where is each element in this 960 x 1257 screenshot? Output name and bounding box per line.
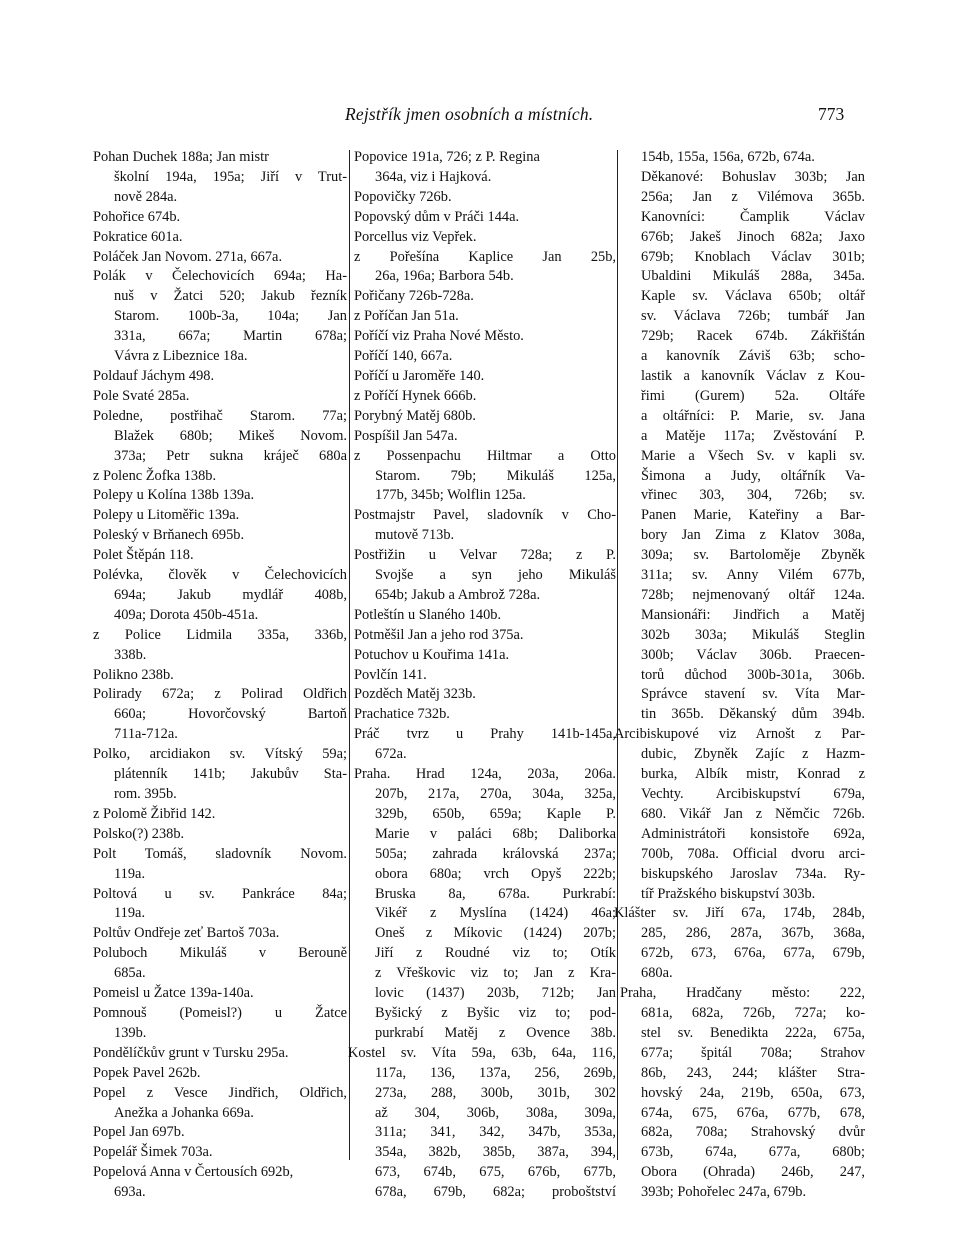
index-entry-line: Panen Marie, Kateřiny a Bar- — [641, 507, 865, 524]
index-entry-line: 680. Vikář Jan z Němčic 726b. — [641, 805, 865, 822]
index-entry-line: Anežka a Johanka 669a. — [114, 1104, 254, 1121]
index-entry-line: lastik a kanovník Václav z Kou- — [641, 367, 865, 384]
index-entry-line: Polet Štěpán 118. — [93, 547, 194, 564]
index-entry-line: 117a, 136, 137a, 256, 269b, — [375, 1064, 616, 1081]
index-entry-line: Jiří z Roudné viz to; Otík — [375, 945, 616, 962]
index-entry-line: dubic, Zbyněk Zajíc z Hazm- — [641, 746, 865, 763]
index-entry-line: 693a. — [114, 1184, 146, 1201]
index-entry-line: 273a, 288, 300b, 301b, 302 — [375, 1084, 616, 1101]
index-entry-line: Porcellus viz Vepřek. — [354, 228, 477, 245]
index-entry-line: Oneš z Míkovic (1424) 207b; — [375, 925, 616, 942]
index-entry-line: Svojše a syn jeho Mikuláš — [375, 567, 616, 584]
index-entry-line: 338b. — [114, 646, 147, 663]
index-entry-line: nuš v Žatci 520; Jakub řezník — [114, 288, 347, 305]
index-entry-line: purkrabí Matěj z Ovence 38b. — [375, 1024, 616, 1041]
index-entry-line: Popelová Anna v Čertousích 692b, — [93, 1164, 294, 1181]
index-entry-line: 676b; Jakeš Jinoch 682a; Jaxo — [641, 228, 865, 245]
index-entry-line: 681a, 682a, 726b, 727a; ko- — [641, 1004, 865, 1021]
index-entry-line: 139b. — [114, 1024, 147, 1041]
index-entry-line: Poříčí 140, 667a. — [354, 348, 453, 365]
index-entry-line: Vikéř z Myslína (1424) 46a; — [375, 905, 616, 922]
index-entry-line: 26a, 196a; Barbora 54b. — [375, 268, 514, 285]
index-entry-line: 409a; Dorota 450b-451a. — [114, 606, 259, 623]
index-entry-line: 302b 303a; Mikuláš Steglin — [641, 626, 865, 643]
index-entry-line: Poluboch Mikuláš v Berouně — [93, 945, 347, 962]
index-entry-line: Pohořice 674b. — [93, 208, 181, 225]
index-entry-line: Byšický z Byšic viz to; pod- — [375, 1004, 616, 1021]
index-entry-line: Popovice 191a, 726; z P. Regina — [354, 149, 540, 165]
index-entry-line: Pohan Duchek 188a; Jan mistr — [93, 149, 269, 165]
index-entry-line: Poleský v Brňanech 695b. — [93, 527, 245, 544]
index-entry-line: 729b; Racek 674b. Zákřištán — [641, 328, 865, 345]
index-entry-line: 673b, 674a, 677a, 680b; — [641, 1144, 865, 1161]
index-entry-line: Polévka, člověk v Čelechovicích — [93, 567, 347, 584]
index-entry-line: Pomeisl u Žatce 139a-140a. — [93, 985, 254, 1002]
index-entry-line: Polt Tomáš, sladovník Novom. — [93, 845, 347, 862]
index-entry-line: burka, Albík mistr, Konrad z — [641, 766, 865, 783]
index-entry-line: Obora (Ohrada) 246b, 247, — [641, 1164, 865, 1181]
index-entry-line: stel sv. Benedikta 222a, 675a, — [641, 1024, 865, 1041]
index-entry-line: vřinec 303, 304, 726b; sv. — [641, 487, 865, 504]
index-entry-line: Poltová u sv. Pankráce 84a; — [93, 885, 347, 902]
index-entry-line: Potuchov u Kouřima 141a. — [354, 646, 510, 663]
index-entry-line: 354a, 382b, 385b, 387a, 394, — [375, 1144, 616, 1161]
column-divider — [617, 150, 618, 1160]
index-entry-line: Marie a Všech Sv. v kapli sv. — [641, 447, 865, 464]
index-entry-line: Poříčí u Jaroměře 140. — [354, 367, 485, 384]
index-entry-line: biskupského Jaroslav 734a. Ry- — [641, 865, 865, 882]
index-entry-line: Kostel sv. Víta 59a, 63b, 64a, 116, — [348, 1044, 616, 1061]
index-entry-line: obora 680a; vrch Opyš 222b; — [375, 865, 616, 882]
index-entry-line: Šimona a Judy, oltářník Va- — [641, 467, 865, 484]
index-column-left — [93, 148, 347, 1203]
index-entry-line: 728b; nejmenovaný oltář 124a. — [641, 586, 865, 603]
index-entry-line: 711a-712a. — [114, 726, 178, 743]
index-entry-line: Pomnouš (Pomeisl?) u Žatce — [93, 1004, 347, 1021]
index-entry-line: z Poříčí Hynek 666b. — [354, 387, 477, 404]
index-entry-line: Popek Pavel 262b. — [93, 1064, 201, 1081]
index-entry-line: z Possenpachu Hiltmar a Otto — [354, 447, 616, 464]
index-entry-line: Kanovníci: Čamplik Václav — [641, 208, 865, 225]
index-entry-line: Polsko(?) 238b. — [93, 825, 185, 842]
index-entry-line: Kaple sv. Václava 650b; oltář — [641, 288, 865, 305]
index-entry-line: Porybný Matěj 680b. — [354, 407, 476, 424]
index-entry-line: a Matěje 117a; Zvěstování P. — [641, 427, 865, 444]
index-entry-line: mutově 713b. — [375, 527, 455, 544]
index-entry-line: z Polomě Žibřid 142. — [93, 805, 216, 822]
index-entry-line: Děkanové: Bohuslav 303b; Jan — [641, 168, 865, 185]
index-entry-line: Popel Jan 697b. — [93, 1124, 185, 1141]
index-entry-line: 505a; zahrada královská 237a; — [375, 845, 616, 862]
index-entry-line: řimi (Gurem) 52a. Oltáře — [641, 387, 865, 404]
index-entry-line: 311a; sv. Anny Vilém 677b, — [641, 567, 865, 584]
index-entry-line: Poříčí viz Praha Nové Město. — [354, 328, 524, 345]
index-entry-line: bory Jan Zima z Klatov 308a, — [641, 527, 865, 544]
index-entry-line: Administrátoři konsistoře 692a, — [641, 825, 865, 842]
index-entry-line: 373a; Petr sukna kráječ 680a — [114, 447, 347, 464]
index-entry-line: 679b; Knoblach Václav 301b; — [641, 248, 865, 265]
index-entry-line: Marie v paláci 68b; Daliborka — [375, 825, 616, 842]
index-entry-line: 677a; špitál 708a; Strahov — [641, 1044, 865, 1061]
index-entry-line: z Police Lidmila 335a, 336b, — [93, 626, 347, 643]
index-entry-line: 119a. — [114, 865, 146, 882]
index-entry-line: z Polenc Žofka 138b. — [93, 467, 217, 484]
index-column-middle — [348, 148, 616, 1203]
index-entry-line: Potměšil Jan a jeho rod 375a. — [354, 626, 524, 643]
index-entry-line: Pondělíčkův grunt v Tursku 295a. — [93, 1044, 289, 1061]
index-entry-line: 682a, 708a; Strahovský dvůr — [641, 1124, 865, 1141]
index-entry-line: Polirady 672a; z Polirad Oldřich — [93, 686, 347, 703]
index-entry-line: Povlčín 141. — [354, 666, 427, 683]
index-entry-line: 311a; 341, 342, 347b, 353a, — [375, 1124, 616, 1141]
index-entry-line: Postřižin u Velvar 728a; z P. — [354, 547, 616, 564]
index-entry-line: rom. 395b. — [114, 786, 177, 802]
index-entry-line: Pořičany 726b-728a. — [354, 288, 474, 305]
page-header — [0, 104, 960, 128]
index-entry-line: 672a. — [375, 746, 407, 763]
index-entry-line: Ubaldini Mikuláš 288a, 345a. — [641, 268, 865, 285]
index-entry-line: lovic (1437) 203b, 712b; Jan — [375, 985, 616, 1002]
index-entry-line: Práč tvrz u Prahy 141b-145a, — [354, 726, 616, 743]
index-entry-line: 680a. — [641, 965, 673, 982]
index-entry-line: Starom. 100b-3a, 104a; Jan — [114, 308, 347, 325]
index-entry-line: Poláček Jan Novom. 271a, 667a. — [93, 248, 283, 265]
index-entry-line: Polko, arcidiakon sv. Vítský 59a; — [93, 746, 347, 763]
index-entry-line: 285, 286, 287a, 367b, 368a, — [641, 925, 865, 942]
index-entry-line: Vechty. Arcibiskupství 679a, — [641, 786, 865, 802]
column-divider — [349, 150, 350, 1160]
index-column-right — [614, 148, 865, 1203]
index-entry-line: tin 365b. Děkanský dům 394b. — [641, 706, 865, 723]
index-entry-line: Polepy u Kolína 138b 139a. — [93, 487, 255, 504]
index-entry-line: tíř Pražského biskupství 303b. — [641, 885, 816, 902]
index-entry-line: 256a; Jan z Vilémova 365b. — [641, 188, 865, 205]
index-entry-line: Arcibiskupové viz Arnošt z Par- — [614, 726, 865, 743]
index-entry-line: a kanovník Záviš 63b; scho- — [641, 348, 865, 365]
index-entry-line: 685a. — [114, 965, 146, 982]
index-entry-line: 694a; Jakub mydlář 408b, — [114, 586, 347, 603]
index-entry-line: Polikno 238b. — [93, 666, 174, 683]
index-entry-line: Pokratice 601a. — [93, 228, 183, 245]
index-entry-line: Potleštín u Slaného 140b. — [354, 606, 502, 623]
index-entry-line: školní 194a, 195a; Jiří v Trut- — [114, 168, 347, 185]
index-entry-line: 309a; sv. Bartoloměje Zbyněk — [641, 547, 865, 564]
index-entry-line: 672b, 673, 676a, 677a, 679b, — [641, 945, 865, 962]
index-entry-line: 700b, 708a. Official dvoru arci- — [641, 845, 865, 862]
index-entry-line: 674a, 675, 676a, 677b, 678, — [641, 1104, 865, 1121]
index-entry-line: Blažek 680b; Mikeš Novom. — [114, 427, 347, 444]
index-entry-line: Pozděch Matěj 323b. — [354, 686, 476, 703]
index-entry-line: 119a. — [114, 905, 146, 922]
index-entry-line: Bruska 8a, 678a. Purkrabí: — [375, 885, 616, 902]
index-entry-line: Pole Svaté 285a. — [93, 387, 190, 404]
index-entry-line: Mansionáři: Jindřich a Matěj — [641, 606, 865, 623]
index-entry-line: Prachatice 732b. — [354, 706, 450, 723]
index-entry-line: 678a, 679b, 682a; proboštství — [375, 1184, 616, 1201]
index-entry-line: Vávra z Libeznice 18a. — [114, 348, 248, 365]
index-entry-line: 329b, 650b, 659a; Kaple P. — [375, 805, 616, 822]
index-entry-line: a oltářníci: P. Marie, sv. Jana — [641, 407, 865, 424]
index-entry-line: 86b, 243, 244; klášter Stra- — [641, 1064, 865, 1081]
index-entry-line: Praha, Hradčany město: 222, — [620, 985, 865, 1002]
running-title: Rejstřík jmen osobních a místních. — [345, 104, 594, 124]
index-entry-line: hovský 24a, 219b, 650a, 673, — [641, 1084, 865, 1101]
index-entry-line: 207b, 217a, 270a, 304a, 325a, — [375, 786, 616, 802]
index-entry-line: nově 284a. — [114, 188, 178, 205]
index-entry-line: 654b; Jakub a Ambrož 728a. — [375, 586, 541, 603]
index-entry-line: až 304, 306b, 308a, 309a, — [375, 1104, 616, 1121]
index-entry-line: 673, 674b, 675, 676b, 677b, — [375, 1164, 616, 1181]
page-number: 773 — [818, 104, 845, 124]
index-entry-line: Praha. Hrad 124a, 203a, 206a. — [354, 766, 616, 783]
index-entry-line: Pospíšil Jan 547a. — [354, 427, 458, 444]
index-entry-line: Popovičky 726b. — [354, 188, 452, 205]
index-entry-line: 393b; Pohořelec 247a, 679b. — [641, 1184, 807, 1201]
index-entry-line: z Pořešína Kaplice Jan 25b, — [354, 248, 616, 265]
index-entry-line: Polák v Čelechovicích 694a; Ha- — [93, 268, 347, 285]
index-entry-line: Popel z Vesce Jindřich, Oldřich, — [93, 1084, 347, 1101]
index-entry-line: Popelář Šimek 703a. — [93, 1144, 213, 1161]
index-entry-line: 300b; Václav 306b. Praecen- — [641, 646, 865, 663]
index-entry-line: Polepy u Litoměřic 139a. — [93, 507, 240, 524]
index-entry-line: 154b, 155a, 156a, 672b, 674a. — [641, 149, 815, 165]
index-entry-line: z Vřeškovic viz to; Jan z Kra- — [375, 965, 616, 982]
index-entry-line: z Poříčan Jan 51a. — [354, 308, 459, 325]
index-entry-line: sv. Václava 726b; tumbář Jan — [641, 308, 865, 325]
index-entry-line: 331a, 667a; Martin 678a; — [114, 328, 347, 345]
index-entry-line: torů důchod 300b-301a, 306b. — [641, 666, 865, 683]
index-entry-line: 364a, viz i Hajková. — [375, 168, 492, 185]
index-entry-line: Poledne, postřihač Starom. 77a; — [93, 407, 347, 424]
index-entry-line: 660a; Hovorčovský Bartoň — [114, 706, 347, 723]
index-entry-line: Správce stavení sv. Víta Mar- — [641, 686, 865, 703]
index-entry-line: Klášter sv. Jiří 67a, 174b, 284b, — [614, 905, 865, 922]
index-entry-line: plátenník 141b; Jakubův Sta- — [114, 766, 347, 783]
index-entry-line: Popovský dům v Práči 144a. — [354, 208, 520, 225]
index-entry-line: 177b, 345b; Wolflin 125a. — [375, 487, 526, 504]
index-entry-line: Poldauf Jáchym 498. — [93, 367, 215, 384]
index-entry-line: Starom. 79b; Mikuláš 125a, — [375, 467, 616, 484]
index-entry-line: Postmajstr Pavel, sladovník v Cho- — [354, 507, 616, 524]
index-entry-line: Poltův Ondřeje zeť Bartoš 703a. — [93, 925, 280, 942]
